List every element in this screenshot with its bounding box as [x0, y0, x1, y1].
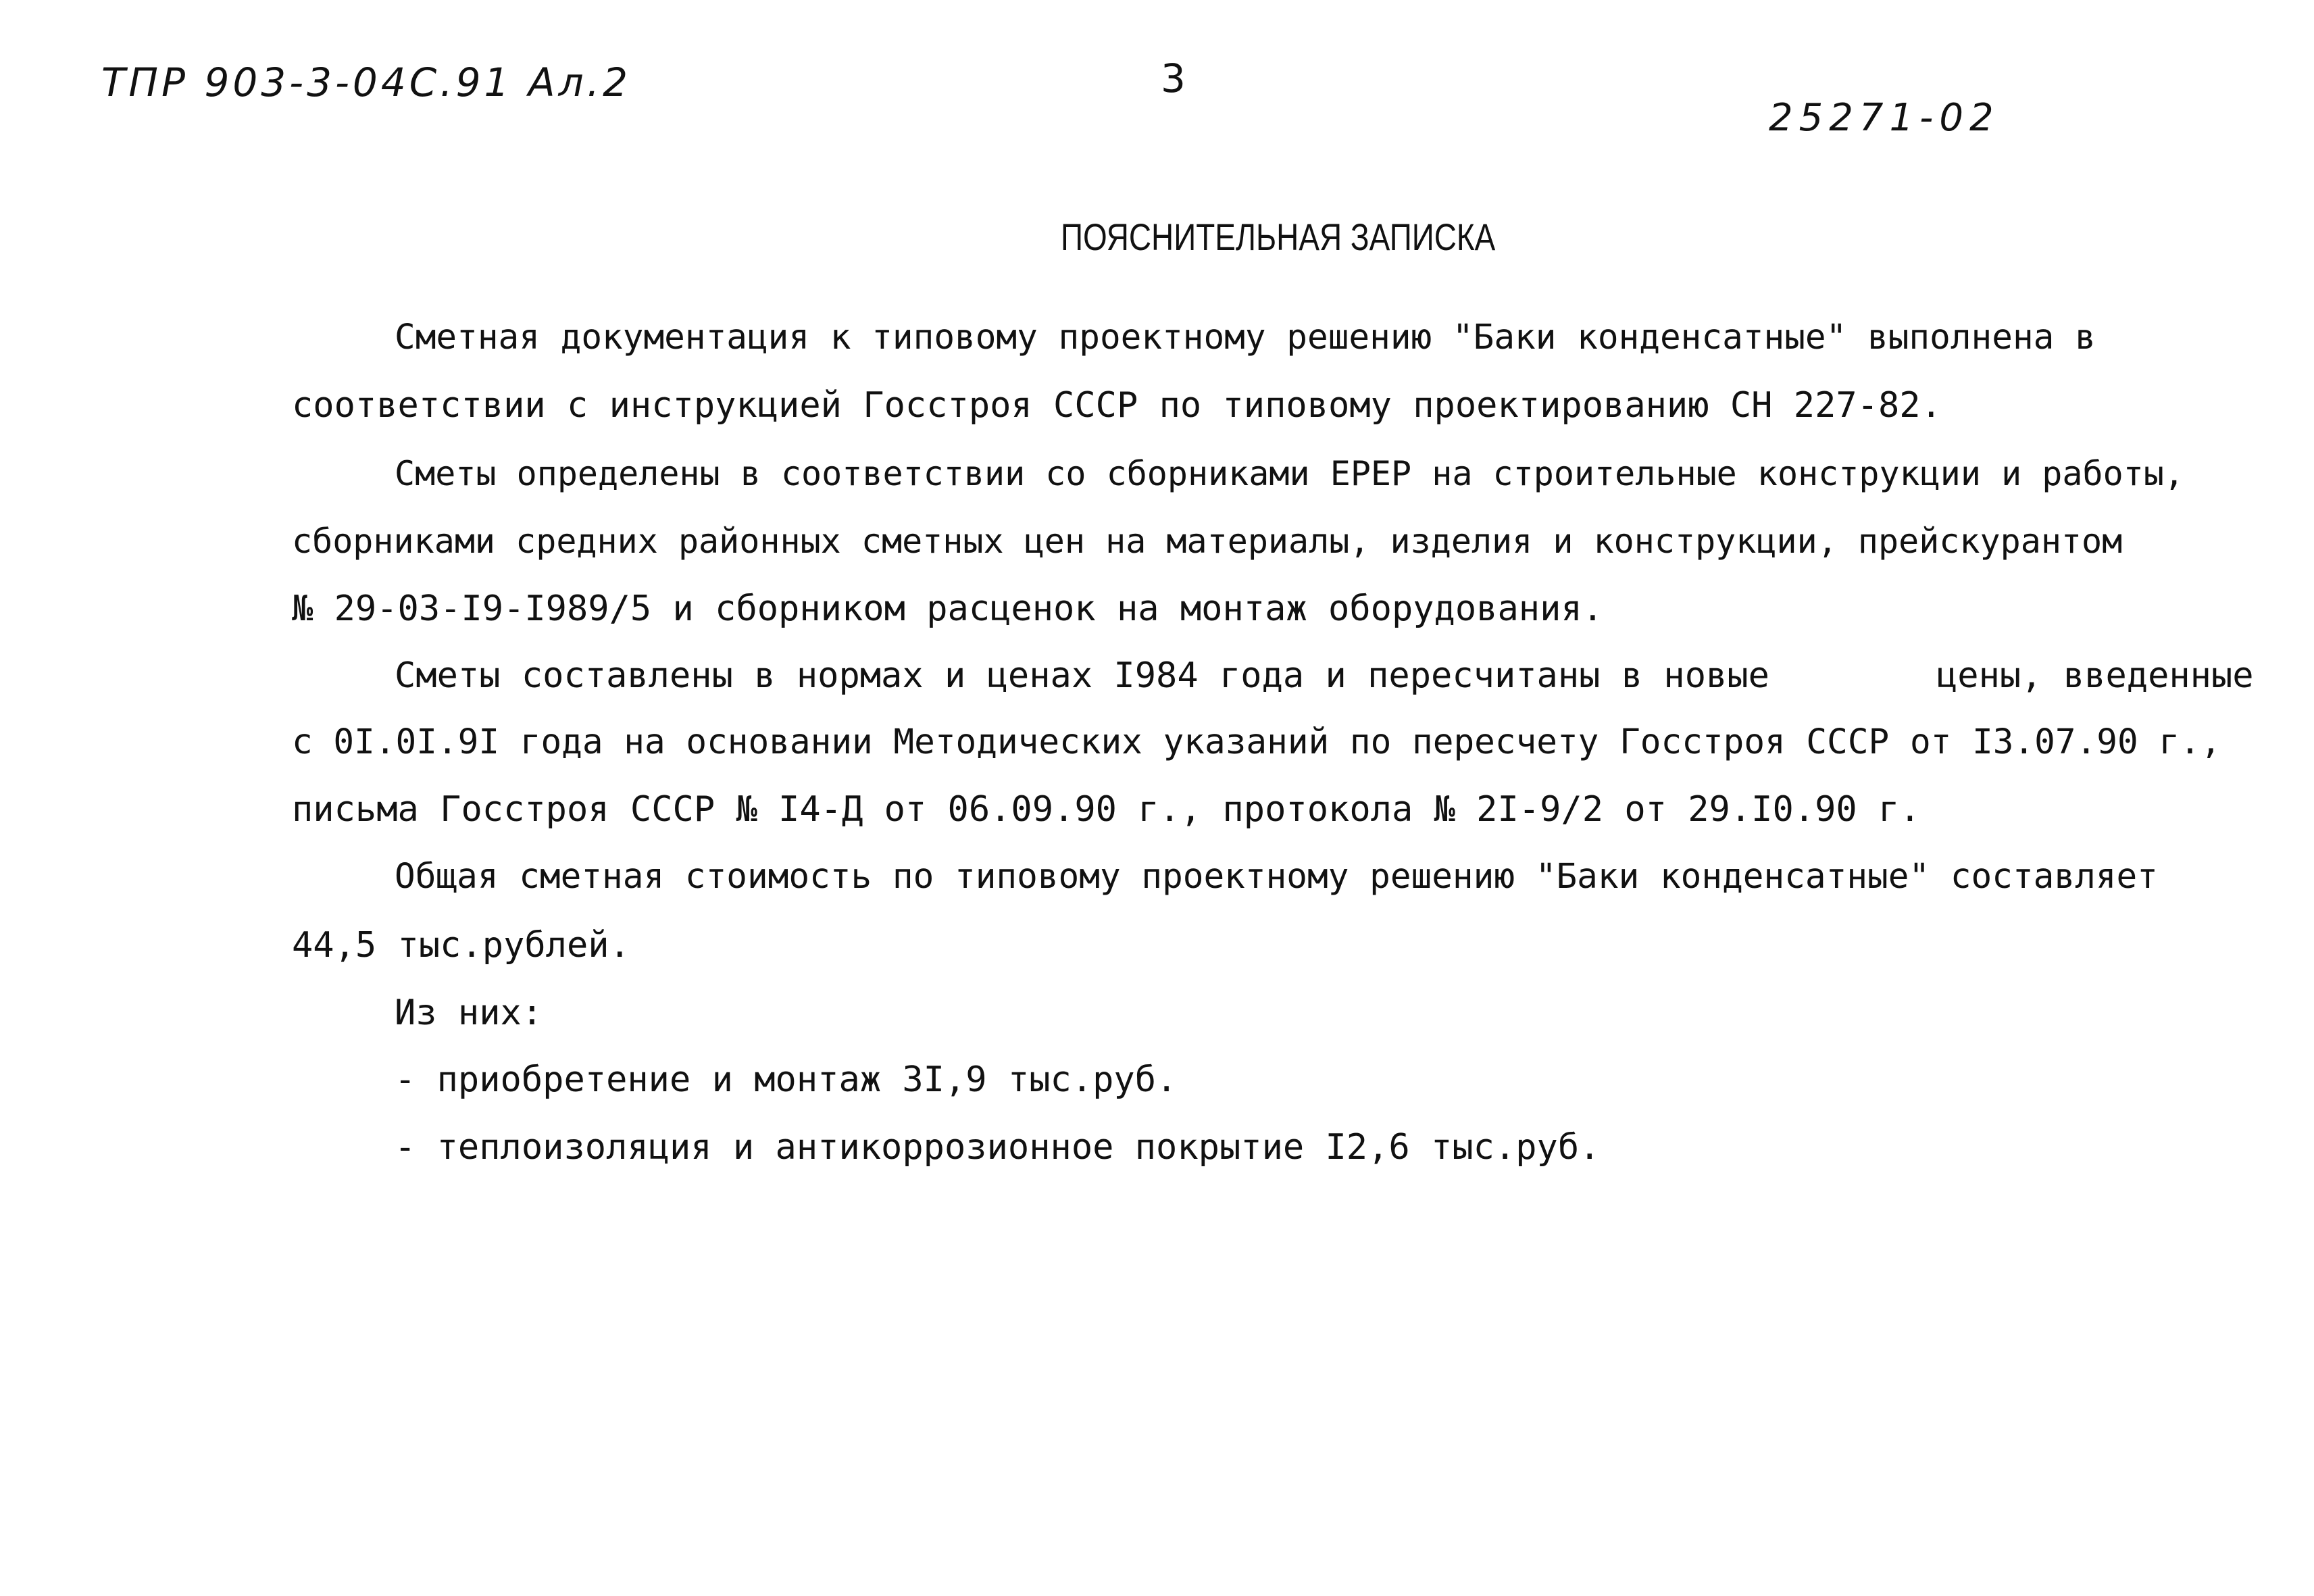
paragraph-3-line-1b: цены, введенные	[1936, 655, 2254, 696]
document-code: ТПР 903-3-04С.91 Ал.2	[101, 59, 631, 105]
paragraph-1-line-2: соответствии с инструкцией Госстроя СССР по типовому проектированию СН 227-82.	[292, 385, 1942, 426]
breakdown-item-2: - теплоизоляция и антикоррозионное покрытие I2,6 тыс.руб.	[395, 1127, 1601, 1168]
paragraph-2-line-2: сборниками средних районных сметных цен на материалы, изделия и конструкции, прейскурантом	[292, 522, 2123, 561]
paragraph-4-line-2: 44,5 тыс.рублей.	[292, 925, 630, 966]
page-title: ПОЯСНИТЕЛЬНАЯ ЗАПИСКА	[1061, 216, 1496, 258]
paragraph-2-line-3: № 29-03-I9-I989/5 и сборником расценок на монтаж оборудования.	[292, 589, 1604, 629]
breakdown-intro: Из них:	[395, 993, 543, 1033]
paragraph-3-line-3: письма Госстроя СССР № I4-Д от 06.09.90 г., протокола № 2I-9/2 от 29.I0.90 г.	[292, 789, 1921, 830]
paragraph-3-line-1a: Сметы составлены в нормах и ценах I984 года и пересчитаны в новые	[395, 655, 1769, 696]
breakdown-item-1: - приобретение и монтаж 3I,9 тыс.руб.	[395, 1059, 1178, 1100]
paragraph-1-line-1: Сметная документация к типовому проектному решению "Баки конденсатные" выполнена в	[395, 318, 2096, 357]
page-number: 3	[1161, 55, 1186, 101]
paragraph-3-line-2: с 0I.0I.9I года на основании Методических указаний по пересчету Госстроя СССР от I3.07.90 г.,	[292, 722, 2221, 762]
archive-number: 25271-02	[1769, 96, 2000, 140]
paragraph-4-line-1: Общая сметная стоимость по типовому проектному решению "Баки конденсатные" составляет	[395, 857, 2158, 897]
paragraph-2-line-1: Сметы определены в соответствии со сборниками ЕРЕР на строительные конструкции и работы,	[395, 454, 2185, 493]
